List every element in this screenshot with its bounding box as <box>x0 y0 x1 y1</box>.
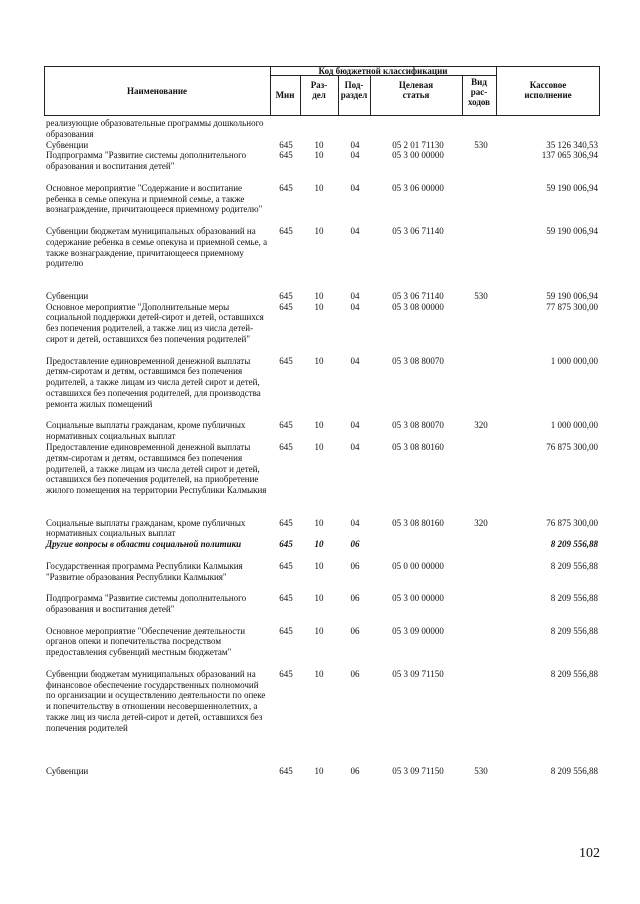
table-row <box>0 766 640 777</box>
row-name: Основное мероприятие "Дополнительные меры социальной поддержки детей-сирот и детей, оставшихся без попечения родителей, а также лиц из числа детей-сирот и детей, оставшихся без попечения родителей" <box>46 301 264 344</box>
row-name: Подпрограмма "Развитие системы дополнительного образования и воспитания детей" <box>46 593 247 614</box>
table-row <box>0 150 640 182</box>
table-row <box>0 291 640 302</box>
table-row <box>0 183 640 226</box>
row-target-article: 05 3 06 71140 <box>392 226 444 236</box>
table-row <box>0 442 640 518</box>
table-row <box>0 669 640 766</box>
col-cash-header: Кассовое исполнение <box>524 80 572 100</box>
row-subsection-code: 06 <box>350 625 360 636</box>
row-target-article: 05 3 09 71150 <box>392 668 444 679</box>
row-ministry-code: 645 <box>279 290 293 301</box>
row-cash-execution: 8 209 556,88 <box>550 625 598 636</box>
row-target-article: 05 3 00 00000 <box>392 150 444 161</box>
row-name: Субвенции <box>46 766 89 776</box>
row-cash-execution: 76 875 300,00 <box>546 442 598 452</box>
col-name-header: Наименование <box>127 86 187 96</box>
row-section-code: 10 <box>314 355 324 366</box>
row-section-code: 10 <box>314 766 324 776</box>
row-ministry-code: 645 <box>279 517 293 528</box>
row-subsection-code: 04 <box>350 182 360 193</box>
row-section-code: 10 <box>314 625 324 636</box>
row-name: Предоставление единовременной денежной выплаты детям-сиротам и детям, оставшимся без попечения родителей, а также лицам из числа детей сирот и детей, оставшихся без попечения родителей, для производства ремонта жилых помещений <box>46 355 261 409</box>
row-subsection-code: 06 <box>350 668 360 679</box>
col-razdel-header: Раз- дел <box>310 80 328 100</box>
table-row <box>0 118 640 140</box>
table-row <box>0 302 640 356</box>
row-expense-type: 320 <box>474 517 488 528</box>
row-target-article: 05 3 06 71140 <box>392 290 444 301</box>
row-target-article: 05 3 08 00000 <box>392 301 444 312</box>
row-name: Государственная программа Республики Калмыкия "Развитие образования Республики Калмыкия" <box>46 560 243 582</box>
row-section-code: 10 <box>314 442 324 452</box>
row-cash-execution: 1 000 000,00 <box>550 355 598 366</box>
table-row <box>0 226 640 291</box>
row-subsection-code: 04 <box>350 442 360 452</box>
row-subsection-code: 04 <box>350 226 360 236</box>
row-cash-execution: 59 190 006,94 <box>546 290 598 301</box>
row-expense-type: 530 <box>474 290 488 301</box>
row-name: Подпрограмма "Развитие системы дополнительного образования и воспитания детей" <box>46 150 247 172</box>
col-vid-header: Вид рас- ходов <box>467 77 491 107</box>
row-cash-execution: 76 875 300,00 <box>546 517 598 528</box>
row-subsection-code: 04 <box>350 301 360 312</box>
row-cash-execution: 8 209 556,88 <box>550 766 598 776</box>
table-header <box>44 66 600 116</box>
row-cash-execution: 8 209 556,88 <box>550 539 598 550</box>
row-cash-execution: 8 209 556,88 <box>550 593 598 604</box>
row-subsection-code: 06 <box>350 560 360 571</box>
row-subsection-code: 06 <box>350 766 360 776</box>
row-cash-execution: 59 190 006,94 <box>546 182 598 193</box>
row-ministry-code: 645 <box>279 150 293 161</box>
table-row <box>0 518 640 540</box>
row-section-code: 10 <box>314 182 324 193</box>
row-section-code: 10 <box>314 420 324 431</box>
row-subsection-code: 06 <box>350 593 360 604</box>
col-podrazdel-header: Под- раздел <box>340 80 368 100</box>
row-section-code: 10 <box>314 560 324 571</box>
row-section-code: 10 <box>314 290 324 301</box>
row-name: Социальные выплаты гражданам, кроме публичных нормативных социальных выплат <box>46 517 246 539</box>
row-ministry-code: 645 <box>279 539 293 550</box>
row-section-code: 10 <box>314 668 324 679</box>
row-target-article: 05 2 01 71130 <box>392 139 444 150</box>
table-row <box>0 626 640 669</box>
row-expense-type: 530 <box>474 766 488 776</box>
row-name: Субвенции бюджетам муниципальных образований на содержание ребенка в семье опекуна и приемной семье, а также вознаграждение, причитающееся приемному родителю <box>46 226 268 269</box>
table-row <box>0 561 640 593</box>
row-target-article: 05 3 09 00000 <box>392 625 444 636</box>
row-cash-execution: 59 190 006,94 <box>546 226 598 236</box>
row-ministry-code: 645 <box>279 420 293 431</box>
col-target-header: Целевая статья <box>398 80 434 100</box>
table-row <box>0 539 640 561</box>
row-name: реализующие образовательные программы дошкольного образования <box>46 118 264 139</box>
row-expense-type: 530 <box>474 139 488 150</box>
row-ministry-code: 645 <box>279 625 293 636</box>
row-name: Субвенции бюджетам муниципальных образований на финансовое обеспечение государственных полномочий по организации и осуществлению деятельности по опеке и попечительству в отношении несовершеннолетних, а также лиц из числа детей-сирот и детей, оставшихся без попечения родителей <box>46 668 266 733</box>
row-subsection-code: 06 <box>350 539 360 550</box>
table-row <box>0 140 640 151</box>
row-section-code: 10 <box>314 150 324 161</box>
row-section-code: 10 <box>314 301 324 312</box>
row-cash-execution: 8 209 556,88 <box>550 668 598 679</box>
row-name: Субвенции <box>46 139 89 150</box>
page-number: 102 <box>579 846 600 861</box>
row-target-article: 05 3 09 71150 <box>392 766 444 776</box>
table-row <box>0 593 640 625</box>
row-target-article: 05 3 08 80070 <box>392 420 444 431</box>
row-target-article: 05 3 00 00000 <box>392 593 444 604</box>
row-subsection-code: 04 <box>350 150 360 161</box>
row-cash-execution: 77 875 300,00 <box>546 301 598 312</box>
row-section-code: 10 <box>314 139 324 150</box>
row-target-article: 05 0 00 00000 <box>392 560 444 571</box>
row-ministry-code: 645 <box>279 593 293 604</box>
table-row <box>0 356 640 421</box>
row-target-article: 05 3 08 80160 <box>392 517 444 528</box>
row-subsection-code: 04 <box>350 290 360 301</box>
row-ministry-code: 645 <box>279 355 293 366</box>
row-name: Субвенции <box>46 290 89 301</box>
row-section-code: 10 <box>314 539 324 550</box>
row-cash-execution: 8 209 556,88 <box>550 560 598 571</box>
code-group-header: Код бюджетной классификации <box>318 66 448 76</box>
row-ministry-code: 645 <box>279 766 293 776</box>
row-ministry-code: 645 <box>279 182 293 193</box>
row-target-article: 05 3 08 80160 <box>392 442 444 452</box>
row-ministry-code: 645 <box>279 301 293 312</box>
row-ministry-code: 645 <box>279 560 293 571</box>
row-ministry-code: 645 <box>279 139 293 150</box>
row-cash-execution: 35 126 340,53 <box>546 139 598 150</box>
row-ministry-code: 645 <box>279 668 293 679</box>
col-min-header: Мин <box>275 90 295 100</box>
row-name: Основное мероприятие "Содержание и воспитание ребенка в семье опекуна и приемной семье, а также вознаграждение, причитающееся приемному родителю" <box>46 182 263 215</box>
row-name: Основное мероприятие "Обеспечение деятельности органов опеки и попечительства посредством предоставления субвенций местным бюджетам" <box>46 625 246 658</box>
row-ministry-code: 645 <box>279 442 293 452</box>
row-section-code: 10 <box>314 517 324 528</box>
row-name: Другие вопросы в области социальной политики <box>46 539 242 550</box>
row-name: Социальные выплаты гражданам, кроме публичных нормативных социальных выплат <box>46 420 246 442</box>
row-subsection-code: 04 <box>350 420 360 431</box>
row-cash-execution: 137 065 306,94 <box>541 150 598 161</box>
row-expense-type: 320 <box>474 420 488 431</box>
row-subsection-code: 04 <box>350 355 360 366</box>
row-ministry-code: 645 <box>279 226 293 236</box>
table-row <box>0 420 640 442</box>
row-name: Предоставление единовременной денежной выплаты детям-сиротам и детям, оставшимся без попечения родителей, а также лицам из числа детей сирот и детей, оставшихся без попечения родителей, на приобретение жилого помещения на территории Республики Калмыкия <box>46 442 267 496</box>
row-section-code: 10 <box>314 226 324 236</box>
row-section-code: 10 <box>314 593 324 604</box>
row-cash-execution: 1 000 000,00 <box>550 420 598 431</box>
row-subsection-code: 04 <box>350 517 360 528</box>
row-subsection-code: 04 <box>350 139 360 150</box>
row-target-article: 05 3 06 00000 <box>392 182 444 193</box>
row-target-article: 05 3 08 80070 <box>392 355 444 366</box>
